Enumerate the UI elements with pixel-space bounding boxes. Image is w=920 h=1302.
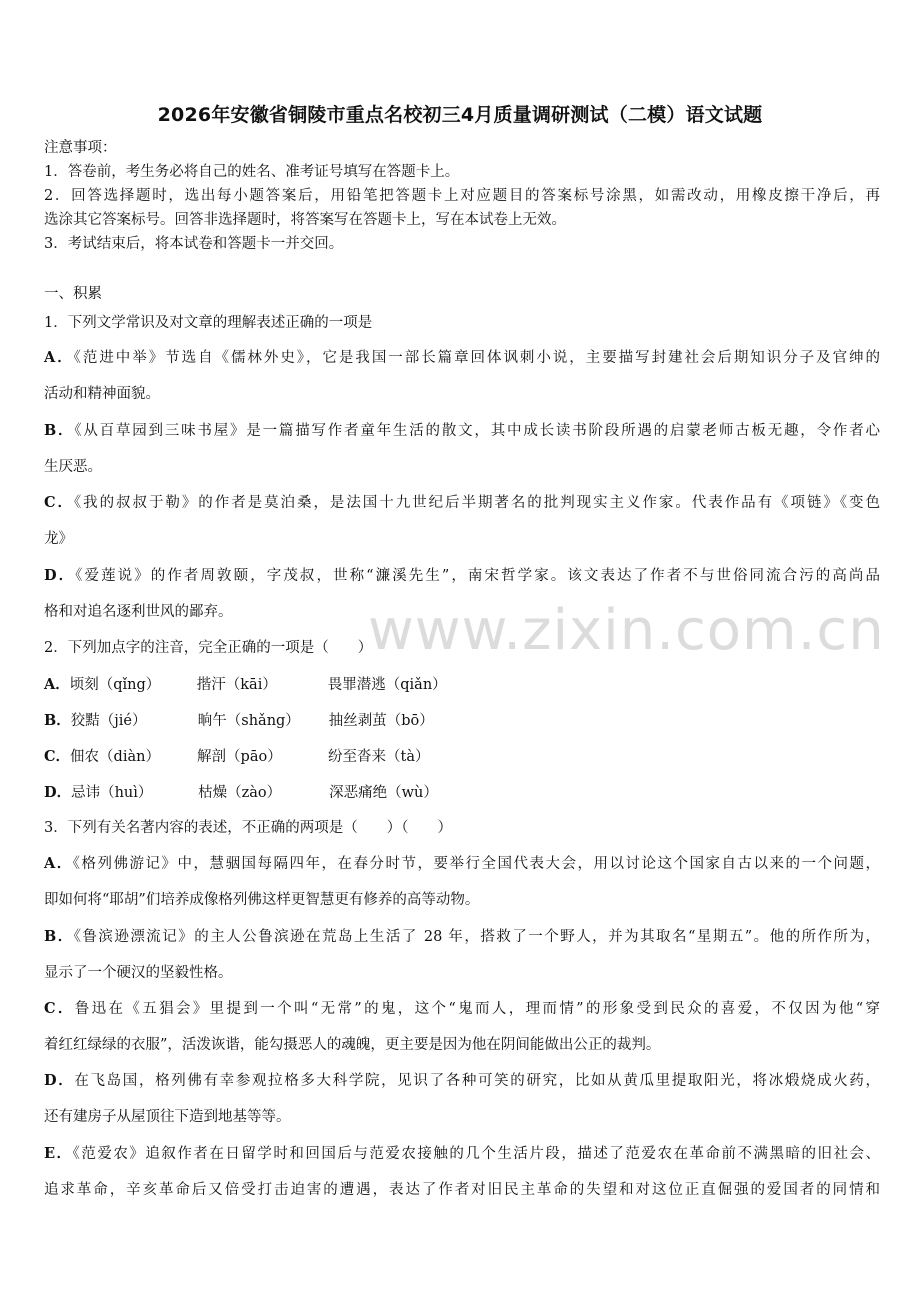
option-c-cont: 龙》 (44, 531, 73, 547)
option-c-cont: 着红红绿绿的衣服”，活泼诙谐，能勾摄恶人的魂魄，更主要是因为他在阴间能做出公正的裁判。 (44, 1037, 661, 1053)
option-c (44, 999, 880, 1019)
option-d (44, 1071, 880, 1091)
option-text: 《鲁滨逊漂流记》的主人公鲁滨逊在荒岛上生活了 28 年，搭救了一个野人，并为其取名“星期五”。他的所作所为， (73, 929, 880, 945)
notice-item-cont: 选涂其它答案标号。回答非选择题时，将答案写在答题卡上，写在本试卷上无效。 (44, 212, 566, 228)
option-word: 抽丝剥茧（bō） (328, 713, 434, 729)
question-stem: 3．下列有关名著内容的表述，不正确的两项是（ ）（ ） (44, 820, 452, 836)
option-letter: D． (44, 1072, 75, 1089)
option-letter: A． (44, 676, 70, 693)
option-e (44, 1144, 880, 1164)
option-text: 《格列佛游记》中，慧骃国每隔四年，在春分时节，要举行全国代表大会，用以讨论这个国家自古以来的一个问题， (72, 856, 880, 872)
option-word: 晌午（shǎng） (197, 713, 300, 729)
option-word: 顷刻（qǐng） (69, 677, 161, 693)
section-heading: 一、积累 (44, 286, 102, 302)
option-d (44, 783, 880, 803)
question-stem: 1．下列文学常识及对文章的理解表述正确的一项是 (44, 315, 373, 331)
option-b (44, 421, 880, 441)
option-text: 《我的叔叔于勒》的作者是莫泊桑，是法国十九世纪后半期著名的批判现实主义作家。代表作品有《项链》《变色 (73, 495, 881, 511)
option-letter: A． (44, 349, 74, 366)
option-word: 枯燥（zào） (198, 785, 282, 801)
option-word: 畏罪潜逃（qiǎn） (327, 677, 447, 693)
option-word: 纷至沓来（tà） (328, 749, 430, 765)
option-c (44, 747, 880, 767)
option-b (44, 927, 880, 947)
option-d-cont: 还有建房子从屋顶往下造到地基等等。 (44, 1109, 291, 1125)
option-letter: C． (44, 1000, 75, 1017)
option-word: 狡黠（jié） (70, 713, 147, 729)
notice-heading: 注意事项： (44, 140, 117, 156)
option-text: 《范爱农》追叙作者在日留学时和回国后与范爱农接触的几个生活片段，描述了范爱农在革命前不满黑暗的旧社会、 (72, 1146, 880, 1162)
option-a (44, 854, 880, 874)
option-text: 鲁迅在《五猖会》里提到一个叫“无常”的鬼，这个“鬼而人，理而情”的形象受到民众的喜爱，不仅因为他“穿 (74, 1001, 880, 1017)
option-word: 揩汗（kāi） (196, 677, 277, 693)
option-e-cont: 追求革命，辛亥革命后又倍受打击迫害的遭遇，表达了作者对旧民主革命的失望和对这位正直倔强的爱国者的同情和 (44, 1182, 880, 1198)
option-text: 《从百草园到三味书屋》是一篇描写作者童年生活的散文，其中成长读书阶段所遇的启蒙老师古板无趣，令作者心 (74, 423, 880, 439)
option-letter: D． (44, 784, 72, 801)
option-letter: B． (44, 928, 74, 945)
option-word: 深恶痛绝（wù） (329, 785, 438, 801)
option-b-cont: 显示了一个硬汉的坚毅性格。 (44, 965, 233, 981)
option-letter: B． (44, 712, 71, 729)
option-word: 佃农（diàn） (70, 749, 160, 765)
option-letter: E． (44, 1145, 73, 1162)
option-a (44, 348, 880, 368)
notice-item: 1．答卷前，考生务必将自己的姓名、准考证号填写在答题卡上。 (44, 164, 460, 180)
option-letter: C． (44, 494, 74, 511)
option-a (44, 675, 880, 695)
option-d-cont: 格和对追名逐利世风的鄙弃。 (44, 604, 233, 620)
option-letter: C． (44, 748, 71, 765)
page-title: 2026年安徽省铜陵市重点名校初三4月质量调研测试（二模）语文试题 (157, 104, 763, 126)
option-a-cont: 即如何将“耶胡”们培养成像格列佛这样更智慧更有修养的高等动物。 (44, 892, 480, 908)
option-letter: A． (44, 855, 73, 872)
option-c (44, 493, 880, 513)
option-b-cont: 生厌恶。 (44, 459, 102, 475)
option-text: 《范进中举》节选自《儒林外史》，它是我国一部长篇章回体讽刺小说，主要描写封建社会后期知识分子及官绅的 (73, 350, 880, 366)
option-text: 《爱莲说》的作者周敦颐，字茂叔，世称“濂溪先生”，南宋哲学家。该文表达了作者不与世俗同流合污的高尚品 (75, 568, 881, 584)
option-letter: B． (44, 422, 75, 439)
option-a-cont: 活动和精神面貌。 (44, 386, 160, 402)
option-text: 在飞岛国，格列佛有幸参观拉格多大科学院，见识了各种可笑的研究，比如从黄瓜里提取阳光，将冰煅烧成火药， (74, 1073, 881, 1089)
option-b (44, 711, 880, 731)
watermark: www.zixin.com.cn (368, 598, 885, 663)
notice-item: 2．回答选择题时，选出每小题答案后，用铅笔把答题卡上对应题目的答案标号涂黑，如需改动，用橡皮擦干净后，再 (44, 188, 880, 204)
notice-item: 3．考试结束后，将本试卷和答题卡一并交回。 (44, 236, 344, 252)
option-d (44, 566, 880, 586)
option-letter: D． (44, 567, 76, 584)
option-word: 忌讳（huì） (71, 785, 153, 801)
question-stem: 2．下列加点字的注音，完全正确的一项是（ ） (44, 640, 373, 656)
option-word: 解剖（pāo） (197, 749, 282, 765)
